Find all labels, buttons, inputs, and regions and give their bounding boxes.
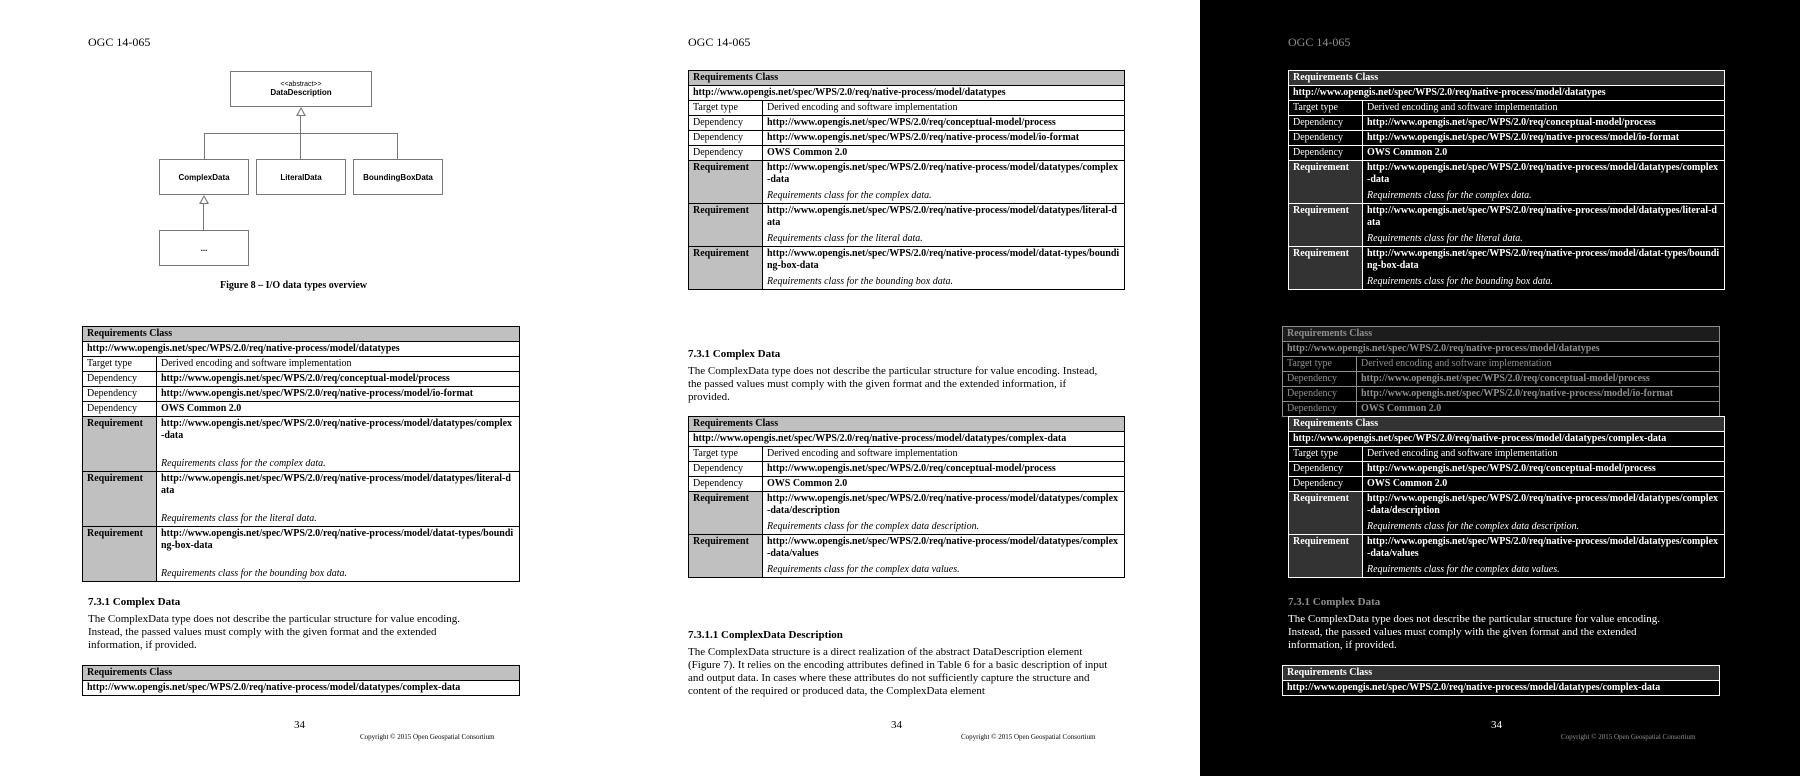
row-value: http://www.opengis.net/spec/WPS/2.0/req/conceptual-model/process: [157, 372, 520, 387]
row-label: Requirement: [689, 204, 763, 247]
diagram-box-complexdata: [159, 159, 249, 195]
row-label: Dependency: [689, 146, 763, 161]
section-body: The ComplexData type does not describe the particular structure for value encoding. Instead, the passed values must comply with the given format and the extended information, if provided.: [1288, 613, 1661, 651]
row-label: Dependency: [83, 372, 157, 387]
row-label: Dependency: [689, 131, 763, 146]
row-label: Dependency: [1289, 116, 1363, 131]
requirement-desc: Requirements class for the bounding box data.: [161, 568, 347, 579]
document-page-center: [600, 0, 1200, 776]
document-page-right-dark: [1200, 0, 1800, 776]
row-label: Dependency: [689, 116, 763, 131]
requirements-class-table-datatypes-overlay: [1282, 326, 1720, 417]
table-head: Requirements Class: [1283, 666, 1720, 681]
requirement-url: http://www.opengis.net/spec/WPS/2.0/req/native-process/model/datatypes/complex-data/description: [1367, 493, 1719, 516]
table-head: Requirements Class: [83, 666, 520, 681]
row-value: http://www.opengis.net/spec/WPS/2.0/req/conceptual-model/process: [1357, 372, 1720, 387]
row-label: Dependency: [1283, 372, 1357, 387]
requirement-url: http://www.opengis.net/spec/WPS/2.0/req/native-process/model/datatypes/complex-data: [767, 162, 1119, 185]
section-body: The ComplexData type does not describe the particular structure for value encoding. Instead, the passed values must comply with the given format and the extended information, if provided.: [688, 365, 1098, 403]
row-value: OWS Common 2.0: [763, 146, 1125, 161]
table-url: http://www.opengis.net/spec/WPS/2.0/req/native-process/model/datatypes: [1289, 86, 1725, 101]
page-number: 34: [1491, 719, 1502, 731]
row-value: Derived encoding and software implementation: [1363, 101, 1725, 116]
section-body: The ComplexData structure is a direct realization of the abstract DataDescription element (Figure 7). It relies on the encoding attributes defined in Table 6 for a basic description of input and output data. In cases where these attributes do not sufficiently capture the structure and content of the required or produced data, the ComplexData element: [688, 646, 1108, 697]
requirement-url: http://www.opengis.net/spec/WPS/2.0/req/native-process/model/datatypes/complex-data/values: [767, 536, 1119, 559]
row-label: Dependency: [1283, 387, 1357, 402]
section-heading: 7.3.1 Complex Data: [88, 596, 181, 608]
row-label: Dependency: [1289, 477, 1363, 492]
table-head: Requirements Class: [689, 417, 1125, 432]
row-value: Derived encoding and software implementation: [1357, 357, 1720, 372]
row-label: Requirement: [83, 527, 157, 582]
row-value: [157, 527, 520, 582]
row-value: [157, 472, 520, 527]
row-value: OWS Common 2.0: [1357, 402, 1720, 417]
row-value: Derived encoding and software implementation: [157, 357, 520, 372]
requirements-class-table-complex-partial: [82, 665, 520, 696]
row-value: [157, 417, 520, 472]
copyright: Copyright © 2015 Open Geospatial Consortium: [360, 733, 495, 741]
row-label: Requirement: [83, 417, 157, 472]
document-id: OGC 14-065: [688, 35, 751, 49]
row-value: [763, 247, 1125, 290]
row-value: [1363, 247, 1725, 290]
section-body: The ComplexData type does not describe the particular structure for value encoding. Instead, the passed values must comply with the given format and the extended information, if provided.: [88, 613, 461, 651]
row-label: Requirement: [689, 247, 763, 290]
row-value: http://www.opengis.net/spec/WPS/2.0/req/conceptual-model/process: [1363, 116, 1725, 131]
row-label: Target type: [1289, 101, 1363, 116]
row-value: http://www.opengis.net/spec/WPS/2.0/req/conceptual-model/process: [763, 462, 1125, 477]
row-value: http://www.opengis.net/spec/WPS/2.0/req/native-process/model/io-format: [1363, 131, 1725, 146]
requirement-url: http://www.opengis.net/spec/WPS/2.0/req/native-process/model/datatypes/complex-data/values: [1367, 536, 1719, 559]
table-head: Requirements Class: [1283, 327, 1720, 342]
diagram-box-datadescription: [230, 71, 372, 107]
copyright: Copyright © 2015 Open Geospatial Consortium: [1561, 733, 1696, 741]
row-value: http://www.opengis.net/spec/WPS/2.0/req/conceptual-model/process: [763, 116, 1125, 131]
section-heading: 7.3.1.1 ComplexData Description: [688, 629, 843, 641]
row-label: Dependency: [83, 402, 157, 417]
requirement-desc: Requirements class for the complex data description.: [767, 521, 980, 532]
row-label: Requirement: [1289, 247, 1363, 290]
row-label: Requirement: [689, 161, 763, 204]
requirement-desc: Requirements class for the bounding box data.: [767, 276, 953, 287]
row-label: Requirement: [689, 492, 763, 535]
row-label: Dependency: [1289, 462, 1363, 477]
row-label: Requirement: [1289, 161, 1363, 204]
requirement-desc: Requirements class for the complex data.: [161, 458, 326, 469]
requirement-url: http://www.opengis.net/spec/WPS/2.0/req/native-process/model/datatypes/literal-data: [1367, 205, 1717, 228]
table-head: Requirements Class: [1289, 417, 1725, 432]
document-id: OGC 14-065: [88, 35, 151, 49]
table-url: http://www.opengis.net/spec/WPS/2.0/req/native-process/model/datatypes: [1283, 342, 1720, 357]
requirements-class-table-datatypes: [1288, 70, 1725, 290]
requirement-desc: Requirements class for the complex data.: [1367, 190, 1532, 201]
io-datatypes-diagram: [0, 0, 600, 270]
row-value: http://www.opengis.net/spec/WPS/2.0/req/native-process/model/io-format: [1357, 387, 1720, 402]
requirement-desc: Requirements class for the complex data values.: [1367, 564, 1560, 575]
diagram-box-literaldata: [256, 159, 346, 195]
row-label: Dependency: [1283, 402, 1357, 417]
row-value: [1363, 161, 1725, 204]
row-value: OWS Common 2.0: [1363, 477, 1725, 492]
row-value: Derived encoding and software implementation: [763, 101, 1125, 116]
row-label: Dependency: [689, 477, 763, 492]
row-label: Requirement: [1289, 492, 1363, 535]
row-value: Derived encoding and software implementation: [763, 447, 1125, 462]
inheritance-arrow-icon: [296, 107, 306, 116]
diagram-child-label: BoundingBoxData: [363, 172, 433, 182]
row-value: [763, 535, 1125, 578]
diagram-sub-label: ...: [200, 243, 208, 253]
requirement-desc: Requirements class for the complex data values.: [767, 564, 960, 575]
table-url: http://www.opengis.net/spec/WPS/2.0/req/native-process/model/datatypes: [689, 86, 1125, 101]
table-head: Requirements Class: [1289, 71, 1725, 86]
requirement-url: http://www.opengis.net/spec/WPS/2.0/req/native-process/model/datatypes/complex-data: [1367, 162, 1719, 185]
row-value: [763, 492, 1125, 535]
table-head: Requirements Class: [83, 327, 520, 342]
requirements-class-table-datatypes: [82, 326, 520, 582]
requirement-url: http://www.opengis.net/spec/WPS/2.0/req/native-process/model/datat-types/bounding-box-data: [161, 528, 514, 551]
requirements-class-table-complex: [1288, 416, 1725, 578]
row-value: [1363, 204, 1725, 247]
row-label: Target type: [1289, 447, 1363, 462]
requirement-url: http://www.opengis.net/spec/WPS/2.0/req/native-process/model/datatypes/complex-data/description: [767, 493, 1119, 516]
diagram-child-label: LiteralData: [280, 172, 322, 182]
requirement-desc: Requirements class for the bounding box data.: [1367, 276, 1553, 287]
row-value: OWS Common 2.0: [157, 402, 520, 417]
row-label: Requirement: [1289, 204, 1363, 247]
table-url: http://www.opengis.net/spec/WPS/2.0/req/native-process/model/datatypes/complex-data: [83, 681, 520, 696]
requirement-desc: Requirements class for the literal data.: [161, 513, 317, 524]
requirement-url: http://www.opengis.net/spec/WPS/2.0/req/native-process/model/datat-types/bounding-box-data: [767, 248, 1120, 271]
row-label: Dependency: [1289, 146, 1363, 161]
row-label: Dependency: [83, 387, 157, 402]
row-value: [1363, 535, 1725, 578]
requirement-url: http://www.opengis.net/spec/WPS/2.0/req/native-process/model/datat-types/bounding-box-data: [1367, 248, 1720, 271]
row-value: http://www.opengis.net/spec/WPS/2.0/req/native-process/model/io-format: [157, 387, 520, 402]
row-label: Target type: [689, 101, 763, 116]
row-value: [1363, 492, 1725, 535]
row-label: Dependency: [689, 462, 763, 477]
requirements-class-table-datatypes: [688, 70, 1125, 290]
table-url: http://www.opengis.net/spec/WPS/2.0/req/native-process/model/datatypes/complex-data: [1289, 432, 1725, 447]
row-label: Requirement: [83, 472, 157, 527]
row-label: Requirement: [1289, 535, 1363, 578]
requirement-url: http://www.opengis.net/spec/WPS/2.0/req/native-process/model/datatypes/complex-data: [161, 418, 513, 441]
inheritance-arrow-icon: [199, 195, 209, 204]
row-value: OWS Common 2.0: [1363, 146, 1725, 161]
figure-caption: Figure 8 – I/O data types overview: [220, 280, 368, 291]
diagram-box-sub: [159, 230, 249, 266]
requirement-desc: Requirements class for the literal data.: [767, 233, 923, 244]
copyright: Copyright © 2015 Open Geospatial Consortium: [961, 733, 1096, 741]
row-value: Derived encoding and software implementation: [1363, 447, 1725, 462]
row-label: Target type: [83, 357, 157, 372]
page-number: 34: [294, 719, 305, 731]
row-value: http://www.opengis.net/spec/WPS/2.0/req/conceptual-model/process: [1363, 462, 1725, 477]
row-label: Requirement: [689, 535, 763, 578]
diagram-child-label: ComplexData: [178, 172, 230, 182]
requirements-class-table-complex: [688, 416, 1125, 578]
table-url: http://www.opengis.net/spec/WPS/2.0/req/native-process/model/datatypes/complex-data: [689, 432, 1125, 447]
section-heading: 7.3.1 Complex Data: [688, 348, 781, 360]
requirement-url: http://www.opengis.net/spec/WPS/2.0/req/native-process/model/datatypes/literal-data: [767, 205, 1117, 228]
row-label: Dependency: [1289, 131, 1363, 146]
table-url: http://www.opengis.net/spec/WPS/2.0/req/native-process/model/datatypes: [83, 342, 520, 357]
section-heading: 7.3.1 Complex Data: [1288, 596, 1381, 608]
table-head: Requirements Class: [689, 71, 1125, 86]
requirement-url: http://www.opengis.net/spec/WPS/2.0/req/native-process/model/datatypes/literal-data: [161, 473, 511, 496]
diagram-box-boundingboxdata: [353, 159, 443, 195]
row-label: Target type: [689, 447, 763, 462]
page-number: 34: [891, 719, 902, 731]
requirements-class-table-complex-partial: [1282, 665, 1720, 696]
requirement-desc: Requirements class for the complex data description.: [1367, 521, 1580, 532]
row-value: [763, 161, 1125, 204]
table-url: http://www.opengis.net/spec/WPS/2.0/req/native-process/model/datatypes/complex-data: [1283, 681, 1720, 696]
row-value: [763, 204, 1125, 247]
row-label: Target type: [1283, 357, 1357, 372]
document-id: OGC 14-065: [1288, 35, 1351, 49]
document-page-left: [0, 0, 600, 776]
requirement-desc: Requirements class for the complex data.: [767, 190, 932, 201]
row-value: http://www.opengis.net/spec/WPS/2.0/req/native-process/model/io-format: [763, 131, 1125, 146]
diagram-stereotype: <<abstract>>: [280, 81, 322, 88]
requirement-desc: Requirements class for the literal data.: [1367, 233, 1523, 244]
diagram-root-label: DataDescription: [270, 88, 332, 97]
row-value: OWS Common 2.0: [763, 477, 1125, 492]
